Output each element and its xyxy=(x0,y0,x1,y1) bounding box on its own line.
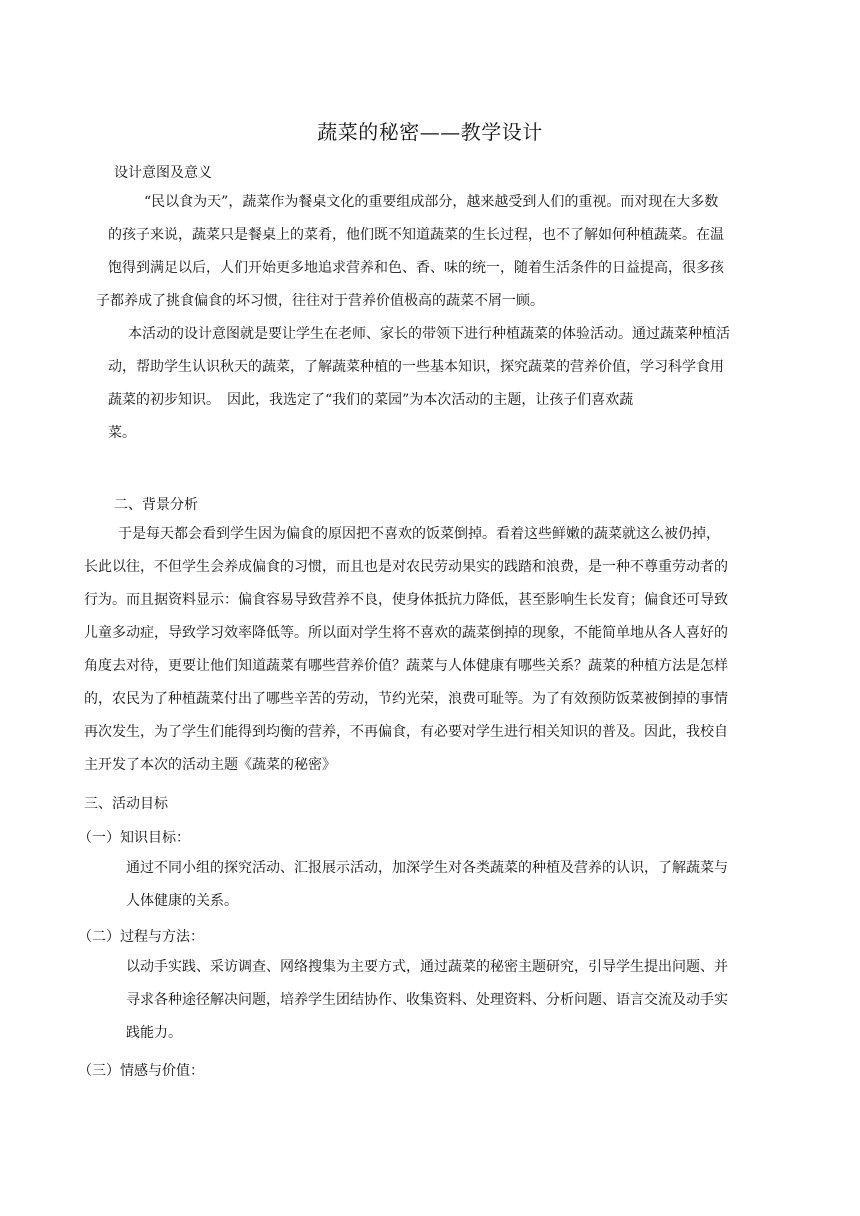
section1-paragraph-2 xyxy=(108,318,778,450)
paragraph-line: 角度去对待，更要让他们知道蔬菜有哪些营养价值？蔬菜与人体健康有哪些关系？蔬菜的种植方法是怎样 xyxy=(84,658,728,674)
paragraph-line: 本活动的设计意图就是要让学生在老师、家长的带领下进行种植蔬菜的体验活动。通过蔬菜种植活 xyxy=(128,326,730,342)
paragraph-line: “民以食为天”，蔬菜作为餐桌文化的重要组成部分，越来越受到人们的重视。而对现在大多数 xyxy=(144,194,719,210)
paragraph-line: 以动手实践、采访调查、网络搜集为主要方式，通过蔬菜的秘密主题研究，引导学生提出问题、并 xyxy=(126,959,728,975)
paragraph-line: 饱得到满足以后，人们开始更多地追求营养和色、香、味的统一，随着生活条件的日益提高，很多孩 xyxy=(108,260,724,276)
paragraph-line: 动，帮助学生认识秋天的蔬菜，了解蔬菜种植的一些基本知识，探究蔬菜的营养价值，学习科学食用 xyxy=(108,359,724,375)
paragraph-line: 蔬菜的初步知识。 因此，我选定了“我们的菜园”为本次活动的主题，让孩子们喜欢蔬 xyxy=(108,392,634,408)
goal2-paragraph xyxy=(126,951,780,1050)
section2-heading: 二、背景分析 xyxy=(114,497,198,513)
paragraph-line: 行为。而且据资料显示：偏食容易导致营养不良，使身体抵抗力降低，甚至影响生长发育；偏食还可导致 xyxy=(84,592,728,608)
section3-heading: 三、活动目标 xyxy=(84,796,168,812)
section1-paragraph-1-last xyxy=(96,285,776,318)
goal2-heading: （二）过程与方法： xyxy=(78,929,204,945)
paragraph-line: 的，农民为了种植蔬菜付出了哪些辛苦的劳动，节约光荣，浪费可耻等。为了有效预防饭菜被倒掉的事情 xyxy=(84,691,728,707)
paragraph-line: 践能力。 xyxy=(126,1025,182,1041)
paragraph-line: 的孩子来说，蔬菜只是餐桌上的菜肴，他们既不知道蔬菜的生长过程，也不了解如何种植蔬菜。在温 xyxy=(108,227,724,243)
paragraph-line: 长此以往，不但学生会养成偏食的习惯，而且也是对农民劳动果实的践踏和浪费，是一种不尊重劳动者的 xyxy=(84,559,728,575)
paragraph-line: 于是每天都会看到学生因为偏食的原因把不喜欢的饭菜倒掉。看着这些鲜嫩的蔬菜就这么被仍掉， xyxy=(118,526,720,542)
goal1-paragraph xyxy=(126,852,780,918)
paragraph-line: 通过不同小组的探究活动、汇报展示活动，加深学生对各类蔬菜的种植及营养的认识，了解蔬菜与 xyxy=(126,860,728,876)
paragraph-line: 寻求各种途径解决问题，培养学生团结协作、收集资料、处理资料、分析问题、语言交流及动手实 xyxy=(126,992,728,1008)
paragraph-line: 子都养成了挑食偏食的坏习惯，往往对于营养价值极高的蔬菜不屑一顾。 xyxy=(96,293,544,309)
paragraph-line: 主开发了本次的活动主题《蔬菜的秘密》 xyxy=(84,757,336,773)
goal1-heading: （一）知识目标： xyxy=(78,830,190,846)
paragraph-line: 菜。 xyxy=(108,425,136,441)
section1-paragraph-1 xyxy=(108,186,778,285)
paragraph-line: 再次发生，为了学生们能得到均衡的营养，不再偏食，有必要对学生进行相关知识的普及。因此，我校自 xyxy=(84,724,728,740)
paragraph-line: 儿童多动症，导致学习效率降低等。所以面对学生将不喜欢的蔬菜倒掉的现象，不能简单地从各人喜好的 xyxy=(84,625,728,641)
section2-paragraph xyxy=(84,518,780,782)
document-title: 蔬菜的秘密——教学设计 xyxy=(317,120,543,144)
paragraph-line: 人体健康的关系。 xyxy=(126,893,238,909)
section1-heading: 设计意图及意义 xyxy=(114,165,212,181)
goal3-heading: （三）情感与价值： xyxy=(78,1063,204,1079)
